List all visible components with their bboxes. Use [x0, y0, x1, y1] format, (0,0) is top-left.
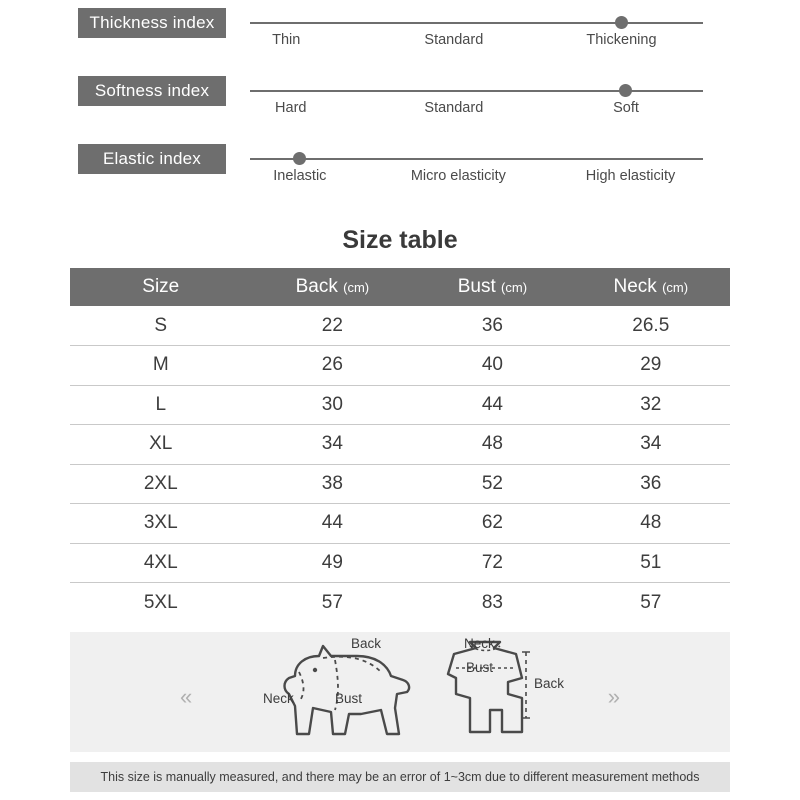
table-header-bust — [413, 268, 571, 306]
table-row — [70, 385, 730, 425]
header-label: Size — [142, 276, 180, 297]
cell-size: 4XL — [70, 543, 252, 583]
cell-value: 48 — [413, 425, 571, 465]
cell-value: 51 — [572, 543, 730, 583]
cell-value: 22 — [252, 306, 414, 346]
table-header-neck — [572, 268, 730, 306]
tick-label: Micro elasticity — [410, 168, 506, 184]
table-header-size — [70, 268, 252, 306]
header-unit: (cm) — [501, 280, 528, 295]
measurement-note: This size is manually measured, and there may be an error of 1~3cm due to different measurement methods — [70, 762, 730, 792]
header-label: Bust — [457, 276, 496, 297]
table-row — [70, 346, 730, 386]
slider-track — [250, 22, 703, 24]
table-row — [70, 583, 730, 623]
slider-track — [250, 158, 703, 160]
shirt-back-label: Back — [534, 676, 565, 691]
cell-value: 57 — [321, 591, 343, 613]
cell-size: 3XL — [70, 504, 252, 544]
next-arrow-icon[interactable]: » — [607, 684, 620, 709]
index-label-1: Softness index — [78, 76, 226, 106]
tick-label: Standard — [424, 100, 484, 116]
cell-value: 29 — [572, 346, 730, 386]
cell-value: 38 — [252, 464, 414, 504]
dog-neck-label: Neck — [263, 691, 294, 706]
prev-arrow-icon[interactable]: « — [180, 684, 193, 709]
tick-label: Hard — [275, 100, 307, 116]
cell-value: 62 — [413, 504, 571, 544]
shirt-illustration — [430, 638, 580, 748]
cell-size: 2XL — [70, 464, 252, 504]
tick-label: Thickening — [586, 32, 657, 48]
cell-size: XL — [70, 425, 252, 465]
tick-label: Soft — [613, 100, 639, 116]
dog-illustration — [265, 638, 440, 748]
tick-label: Thin — [272, 32, 301, 48]
cell-value: 52 — [413, 464, 571, 504]
slider-track — [250, 90, 703, 92]
table-row — [70, 425, 730, 465]
cell-value: 30 — [252, 385, 414, 425]
tick-label: Inelastic — [273, 168, 327, 184]
slider-knob[interactable] — [293, 152, 306, 165]
index-ticks-0 — [250, 32, 703, 52]
cell-value: 57 — [640, 591, 662, 613]
slider-knob[interactable] — [615, 16, 628, 29]
dog-bust-label: Bust — [335, 691, 363, 706]
cell-value: 26.5 — [572, 306, 730, 346]
cell-value: 40 — [413, 346, 571, 386]
header-unit: (cm) — [343, 280, 370, 295]
table-header-row — [70, 268, 730, 306]
index-ticks-1 — [250, 100, 703, 120]
cell-value: 36 — [572, 464, 730, 504]
table-row — [70, 543, 730, 583]
measurement-diagram — [70, 632, 730, 752]
dog-back-label: Back — [351, 636, 382, 651]
tick-label: High elasticity — [585, 168, 676, 184]
cell-value: 44 — [252, 504, 414, 544]
cell-value: 26 — [252, 346, 414, 386]
table-row — [70, 306, 730, 346]
header-label: Neck — [613, 276, 657, 297]
header-unit: (cm) — [662, 280, 689, 295]
slider-knob[interactable] — [619, 84, 632, 97]
tick-label: Standard — [424, 32, 484, 48]
index-ticks-2 — [250, 168, 703, 188]
cell-size: M — [70, 346, 252, 386]
table-header-back — [252, 268, 414, 306]
header-label: Back — [295, 276, 338, 297]
cell-size: L — [70, 385, 252, 425]
size-table — [70, 268, 730, 622]
shirt-neck-label: Neck — [464, 636, 495, 651]
cell-value: 49 — [252, 543, 414, 583]
cell-value: 32 — [572, 385, 730, 425]
cell-value: 34 — [252, 425, 414, 465]
cell-value: 72 — [413, 543, 571, 583]
cell-size: 5XL — [143, 591, 178, 613]
table-row — [70, 504, 730, 544]
shirt-bust-label: Bust — [466, 660, 494, 675]
cell-value: 36 — [413, 306, 571, 346]
index-label-2: Elastic index — [78, 144, 226, 174]
cell-value: 48 — [572, 504, 730, 544]
table-row — [70, 464, 730, 504]
cell-size: S — [70, 306, 252, 346]
cell-value: 44 — [413, 385, 571, 425]
index-label-0: Thickness index — [78, 8, 226, 38]
cell-value: 83 — [481, 591, 503, 613]
page-title: Size table — [342, 226, 458, 254]
cell-value: 34 — [572, 425, 730, 465]
